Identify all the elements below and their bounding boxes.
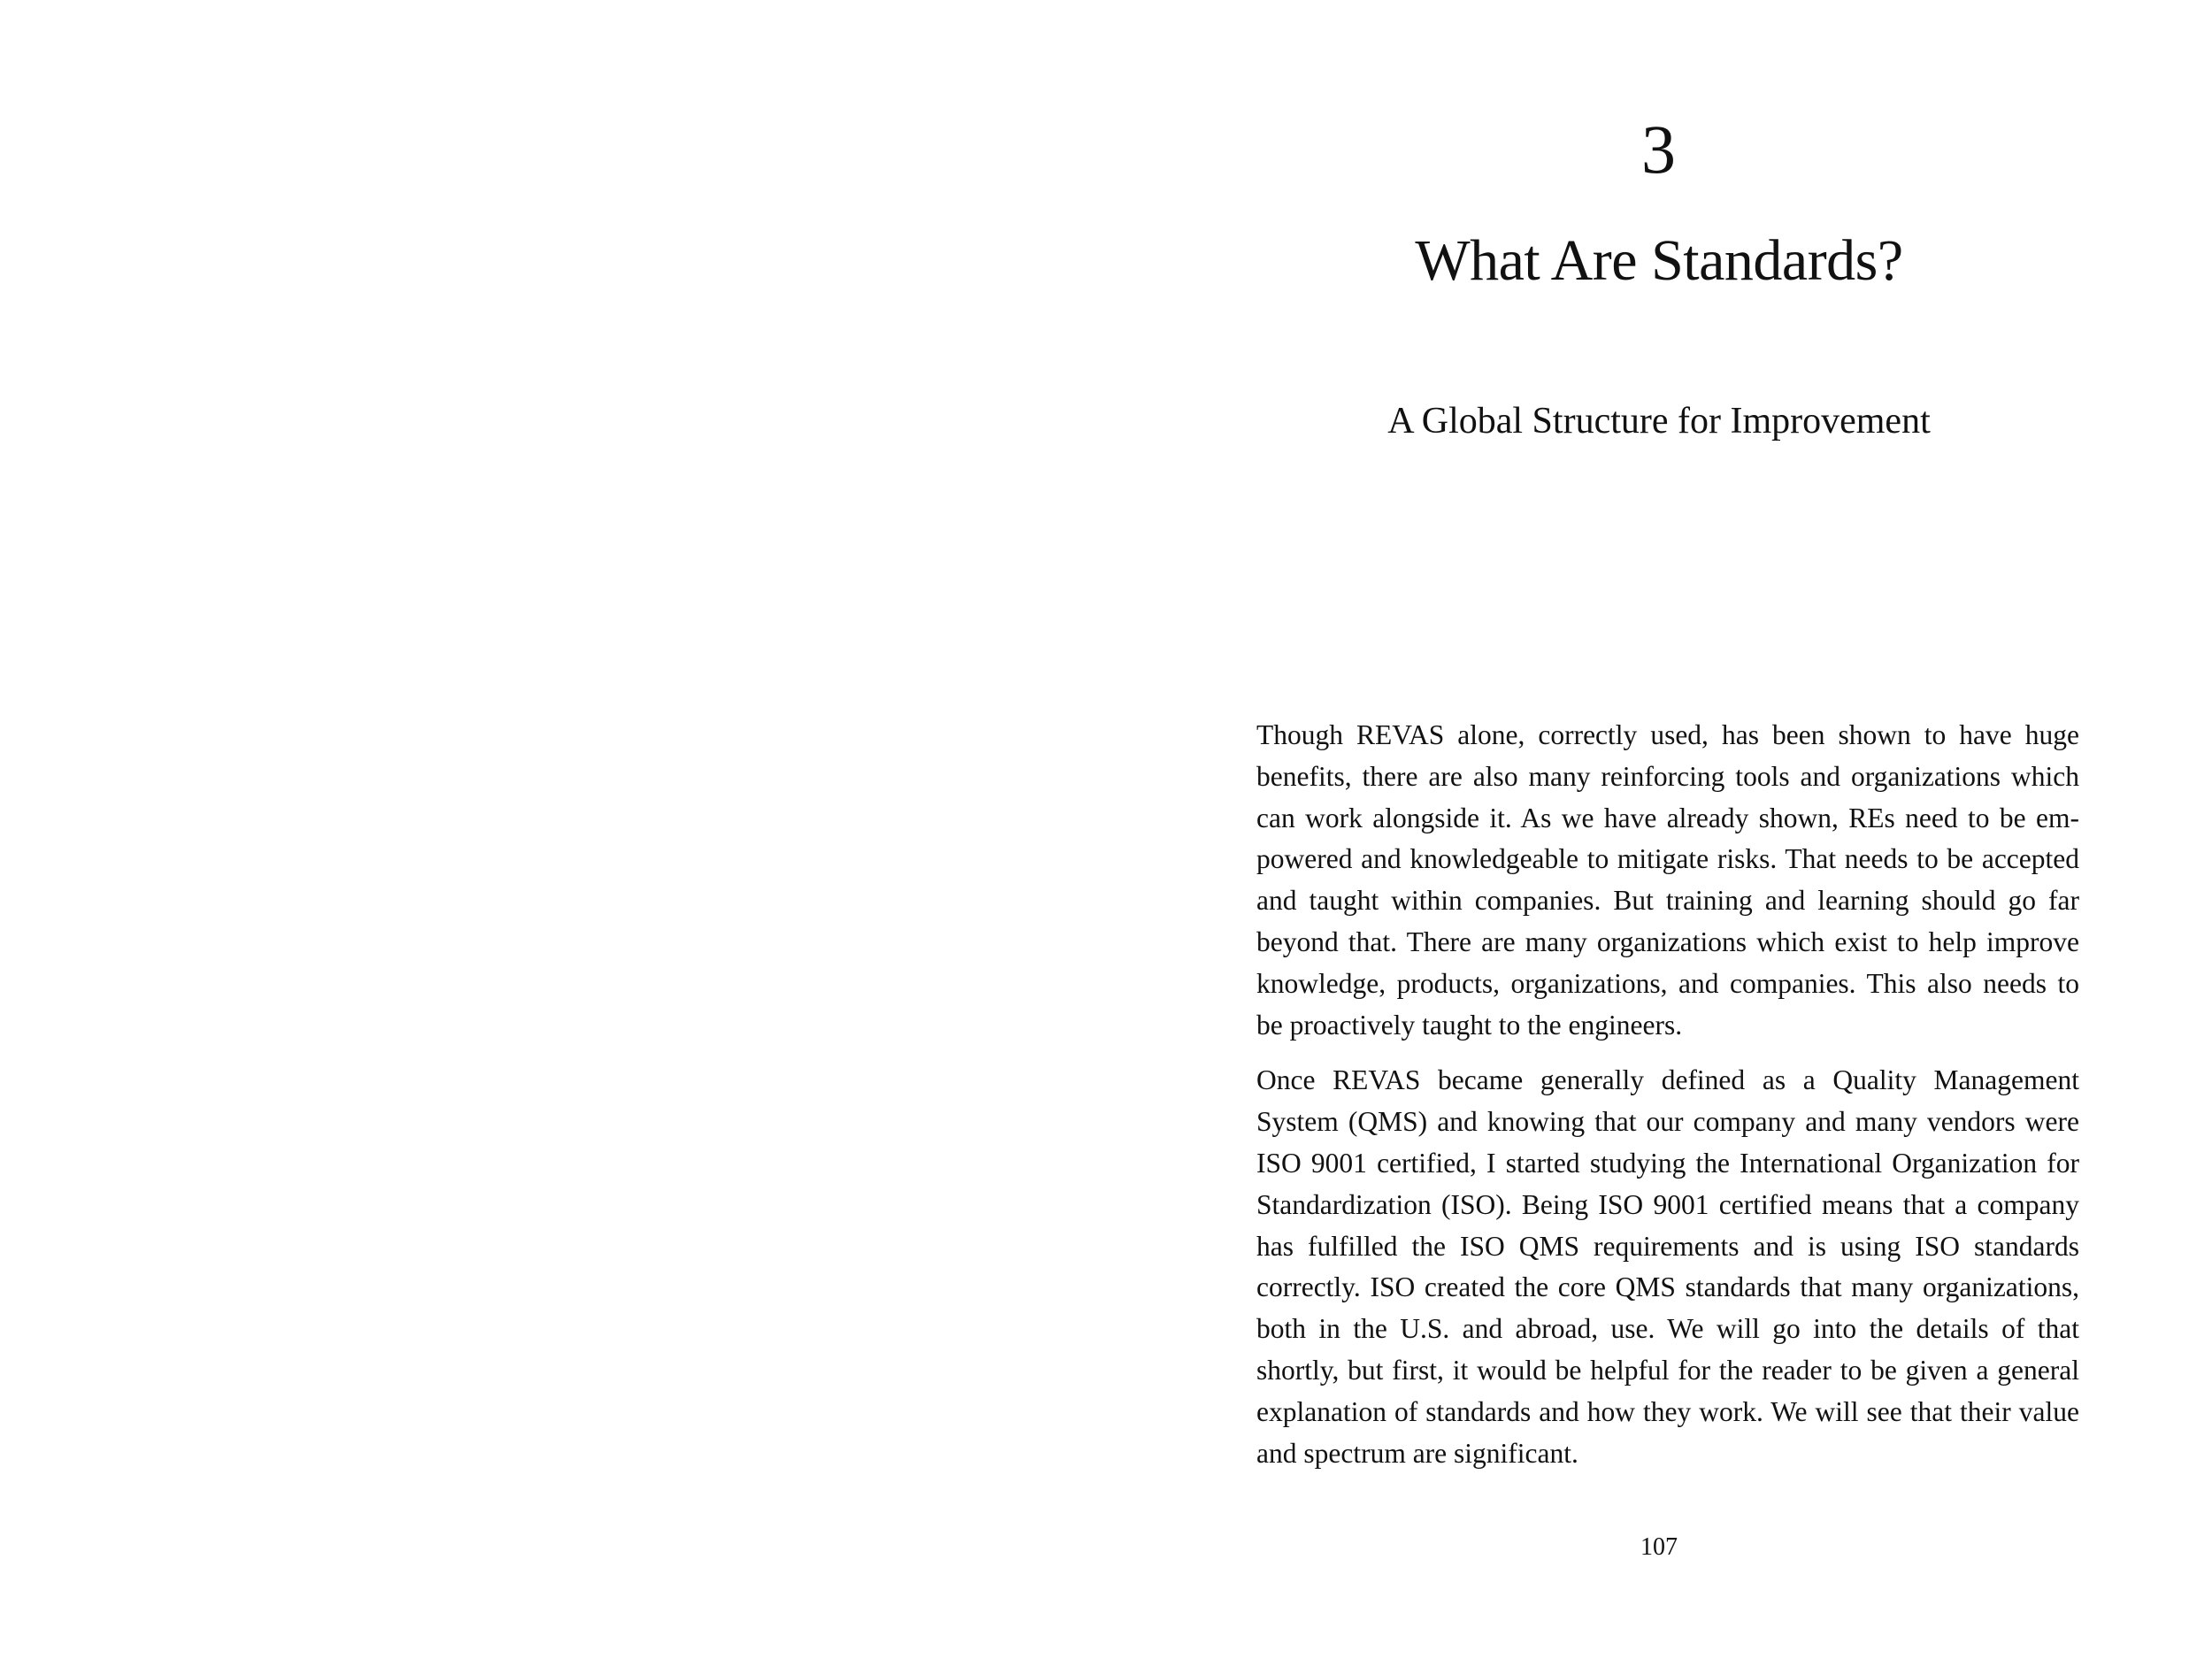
chapter-subtitle: A Global Structure for Improvement	[1387, 401, 1931, 442]
chapter-title: What Are Standards?	[1415, 228, 1903, 293]
chapter-number: 3	[1641, 111, 1677, 188]
chapter-body	[1256, 715, 2079, 1488]
body-paragraph-1: Though REVAS alone, correctly used, has been shown to have huge benefits, there are also many reinforcing tools and organizations which can work alongside it. As we have already shown, REs need to be empowered and knowledgeable to mitigate risks. That needs to be accepted and taught within companies. But training and learning should go far beyond that. There are many organizations which exist to help improve knowledge, products, organizations, and companies. This also needs to be proactively taught to the engineers.	[1256, 719, 2079, 1041]
right-page	[1106, 0, 2212, 1659]
page-number: 107	[1640, 1533, 1678, 1561]
body-paragraph-2: Once REVAS became generally defined as a Quality Management System (QMS) and knowing that our company and many vendors were ISO 9001 certified, I started studying the International Organization for Standardization (ISO). Being ISO 9001 certified means that a company has fulfilled the ISO QMS requirements and is using ISO standards correctly. ISO created the core QMS standards that many organizations, both in the U.S. and abroad, use. We will go into the details of that shortly, but first, it would be helpful for the reader to be given a general explanation of standards and how they work. We will see that their value and spectrum are significant.	[1256, 1064, 2079, 1469]
